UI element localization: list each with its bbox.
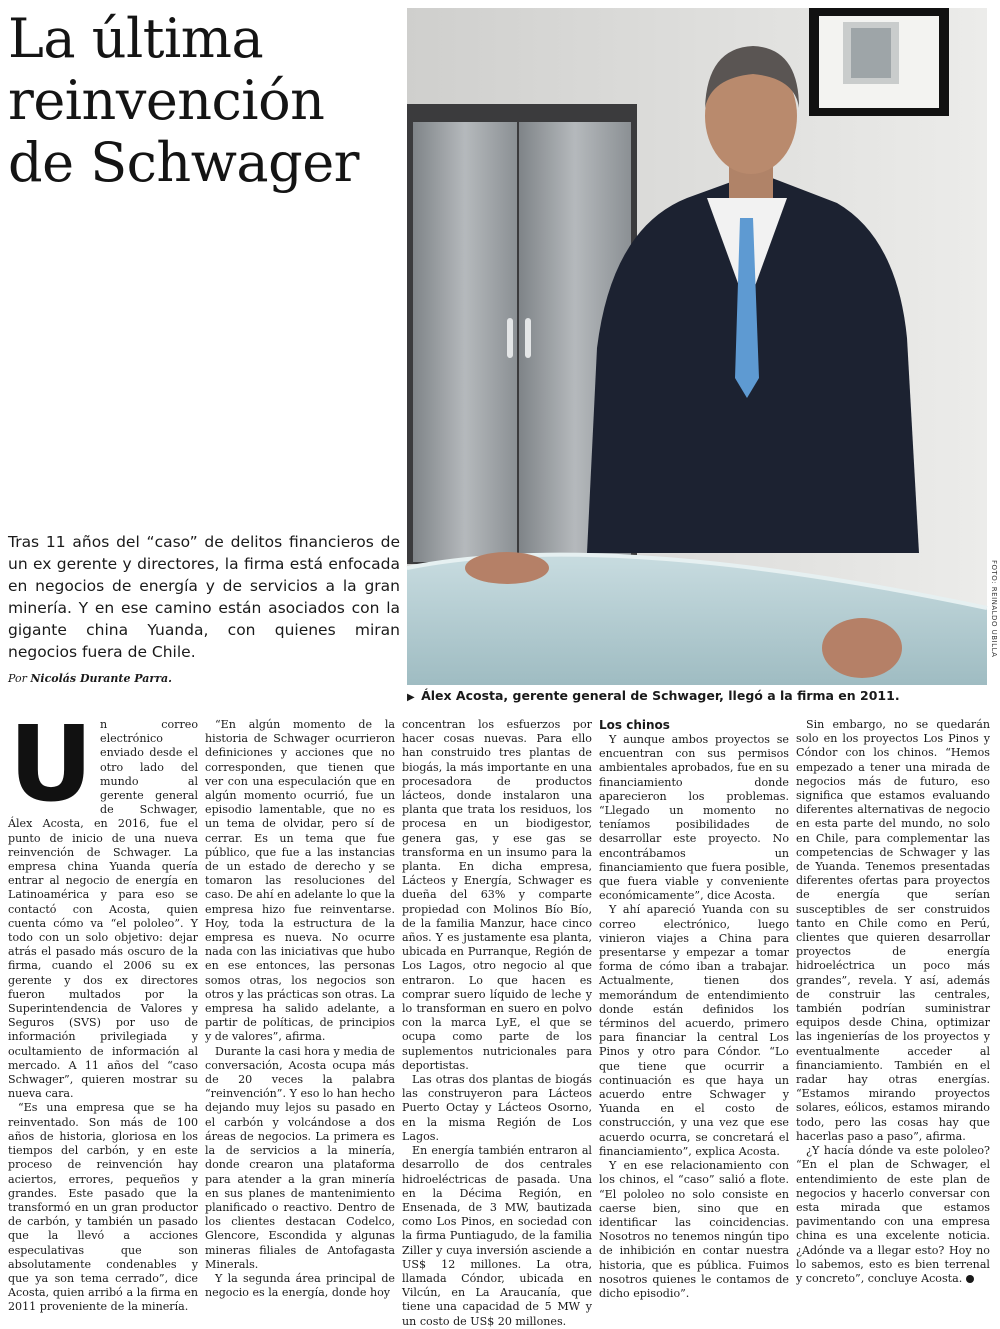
photo-credit bbox=[988, 560, 1000, 685]
col3-paragraph-2: Las otras dos plantas de biogás las construyeron para Lácteos Puerto Octay y Lácteos Osorno, en la misma Región de Los Lagos. bbox=[402, 1073, 592, 1143]
headline-line-3: de Schwager bbox=[8, 131, 359, 194]
col2-paragraph-2: Durante la casi hora y media de conversación, Acosta ocupa más de 20 veces la palabra “reinvención”. Y eso lo han hecho dejando muy lejos su pasado en el carbón y volcándose a dos áreas de negocios. La primera es la de servicios a la minería, donde crearon una plataforma para atender a la gran minería en sus planes de mantenimiento planificado o reactivo. Dentro de los clientes destacan Codelco, Glencore, Escondida y algunas mineras filiales de Antofagasta Minerals. bbox=[205, 1044, 395, 1271]
byline-prefix: Por bbox=[8, 672, 27, 685]
col4-paragraph-1: Y aunque ambos proyectos se encuentran con sus permisos ambientales aprobados, fue en su financiamiento donde aparecieron los problemas. “Llegado un momento no teníamos posibilidades de desarrollar este proyecto. No encontrábamos un financiamiento que fuera posible, que fuera viable y conveniente económicamente”, dice Acosta. bbox=[599, 733, 789, 903]
col4-paragraph-3: Y en ese relacionamiento con los chinos, el “caso” salió a flote. “El pololeo no solo consiste en caerse bien, sino que en identificar las coincidencias. Nosotros no tenemos ningún tipo de inhibición en contar nuestra historia, que es pública. Fuimos nosotros quienes le contamos de dicho episodio”. bbox=[599, 1159, 789, 1300]
article-column-3 bbox=[402, 718, 592, 1328]
headline-line-1: La última bbox=[8, 7, 264, 70]
dropcap bbox=[8, 703, 94, 825]
col3-paragraph-3: En energía también entraron al desarrollo de dos centrales hidroeléctricas de pasada. Una en la Décima Región, en Ensenada, de 3 MW, bautizada como Los Pinos, en sociedad con la firma Puntiagudo, de la familia Ziller y cuya inversión asciende a US$ 12 millones. La otra, llamada Cóndor, ubicada en Vilcún, en La Araucanía, que tiene una capacidad de 5 MW y un costo de US$ 20 millones. bbox=[402, 1144, 592, 1328]
col5-paragraph-1: Sin embargo, no se quedarán solo en los proyectos Los Pinos y Cóndor con los chinos. “Hemos empezado a tener una mirada de negocios más de futuro, eso significa que estamos evaluando diferentes alternativas de negocio en esta parte del mundo, no solo en Chile, para complementar las competencias de Schwager y las de Yuanda. Tenemos presentadas diferentes ofertas para proyectos de energía que serían susceptibles de ser construidos tanto en Chile como en Perú, clientes que quieren desarrollar proyectos de energía hidroeléctrica un poco más grandes”, revela. Y así, además de construir las centrales, también podrían suministrar equipos desde China, optimizar las ingenierías de los proyectos y eventualmente acceder al financiamiento. También en el radar hay otras energías. “Estamos mirando proyectos solares, eólicos, estamos mirando todo, pero las cosas hay que hacerlas paso a paso”, afirma. bbox=[796, 718, 990, 1143]
article-column-1 bbox=[8, 703, 198, 1314]
col4-paragraph-2: Y ahí apareció Yuanda con su correo electrónico, luego vinieron viajes a China para presentarse y empezar a tomar forma de cómo iban a trabajar. Actualmente, tienen dos memorándum de entendimiento donde están definidos los términos del acuerdo, primero para financiar la central Los Pinos y otro para Cóndor. “Lo que tiene que ocurrir a continuación es que haya un acuerdo entre Schwager y Yuanda en el costo de construcción, y una vez que ese acuerdo ocurra, se concretará el financiamiento”, explica Acosta. bbox=[599, 903, 789, 1158]
dropcap-letter bbox=[8, 703, 94, 825]
col2-paragraph-1: “En algún momento de la historia de Schwager ocurrieron definiciones y acciones que no corresponden, que tienen que ver con una especulación que en algún momento ocurrió, fue un episodio lamentable, que no es un tema de olvidar, pero sí de cerrar. Es un tema que fue público, que fue a las instancias de un estado de derecho y se tomaron las resoluciones del caso. De ahí en adelante lo que la empresa hizo fue reinventarse. Hoy, toda la estructura de la empresa es nueva. No ocurre nada con las iniciativas que hubo en ese entonces, las personas somos otras, los negocios son otros y las prácticas son otras. La empresa ha salido adelante, a partir de políticas, de principios y de valores”, afirma. bbox=[205, 718, 395, 1044]
portrait-photo bbox=[407, 8, 987, 685]
caption-arrow-icon: ▶ bbox=[407, 692, 415, 703]
headline-line-2: reinvención bbox=[8, 69, 325, 132]
caption-text: Álex Acosta, gerente general de Schwager, llegó a la firma en 2011. bbox=[421, 688, 900, 703]
byline bbox=[8, 672, 172, 685]
article-column-2 bbox=[205, 718, 395, 1300]
col3-paragraph-1: concentran los esfuerzos por hacer cosas nuevas. Para ello han construido tres plantas de biogás, la más importante en una procesadora de productos lácteos, donde instalaron una planta que trata los residuos, los procesa en un biodigestor, genera gas, y ese gas se transforma en un insumo para la planta. En dicha empresa, Lácteos y Energía, Schwager es dueña del 63% y comparte propiedad con Molinos Bío Bío, de la familia Manzur, hace cinco años. Y es justamente esa planta, ubicada en Purranque, Región de Los Lagos, otro negocio al que entraron. Lo que hacen es comprar suero líquido de leche y lo transforman en suero en polvo con la marca LyE, el que se ocupa como parte de los suplementos nutricionales para deportistas. bbox=[402, 718, 592, 1072]
subhead-los-chinos: Los chinos bbox=[599, 718, 670, 732]
article-column-5 bbox=[796, 718, 990, 1285]
byline-author: Nicolás Durante Parra. bbox=[30, 672, 172, 685]
col1-paragraph-1: n correo electrónico enviado desde el otro lado del mundo al gerente general de Schwager, Álex Acosta, en 2016, fue el punto de inicio de una nueva reinvención de Schwager. La empresa china Yuanda quería entrar al negocio de energía en Latinoamérica y para eso se contactó con Acosta, quien cuenta cómo va “el pololeo”. Y todo con un solo objetivo: dejar atrás el pasado más oscuro de la firma, cuando el 2006 su ex gerente y dos ex directores fueron multados por la Superintendencia de Valores y Seguros (SVS) por uso de información privilegiada y ocultamiento de información al mercado. A 11 años del “caso Schwager”, quieren mostrar su nueva cara. bbox=[8, 718, 198, 1101]
article-column-4 bbox=[599, 718, 789, 1300]
dropcap-glyph: U bbox=[8, 703, 94, 825]
photo-credit-text: FOTO: REINALDO UBILLA bbox=[990, 560, 998, 658]
portrait-illustration bbox=[407, 8, 987, 685]
deck: Tras 11 años del “caso” de delitos financieros de un ex gerente y directores, la firma está enfocada en negocios de energía y de servicios a la gran minería. Y en ese camino están asociados con la gigante china Yuanda, con quienes miran negocios fuera de Chile. bbox=[8, 533, 400, 661]
col1-paragraph-2: “Es una empresa que se ha reinventado. Son más de 100 años de historia, gloriosa en los tiempos del carbón, y en este proceso de reinvención hay aciertos, errores, pequeños y grandes. Este pasado que la transformó en un gran productor de carbón, y también un pasado que la llevó a acciones especulativas que son absolutamente condenables y que ya son tema cerrado”, dice Acosta, quien arribó a la firma en 2011 proveniente de la minería. bbox=[8, 1101, 198, 1314]
col5-paragraph-2-text: ¿Y hacía dónde va este pololeo? “En el plan de Schwager, el entendimiento de este plan de negocios y hacerlo conversar con esta mirada que estamos pavimentando con una empresa china es una excelente noticia. ¿Adónde va a llegar esto? Hoy no lo sabemos, esto es bien terrenal y concreto”, concluye Acosta. bbox=[796, 1144, 990, 1285]
headline bbox=[8, 8, 403, 194]
col2-paragraph-3: Y la segunda área principal de negocio es la energía, donde hoy bbox=[205, 1271, 395, 1300]
end-of-article-mark bbox=[966, 1275, 974, 1283]
col5-paragraph-2 bbox=[796, 1144, 990, 1286]
photo-caption bbox=[407, 688, 997, 703]
